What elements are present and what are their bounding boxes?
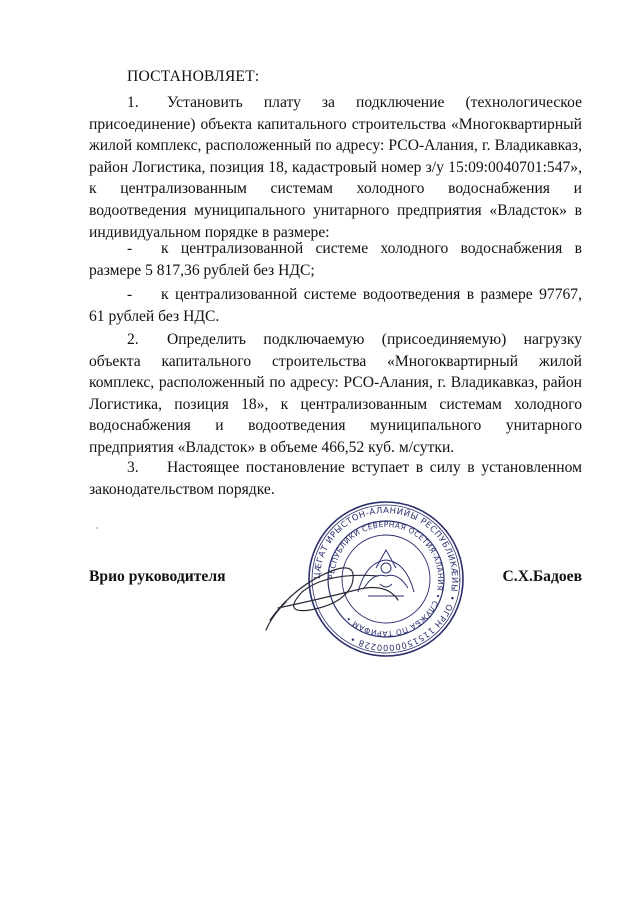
signatory-role: Врио руководителя xyxy=(89,568,226,585)
item-2-text: Определить подключаемую (присоединяемую) нагрузку объекта капитального строительства «Многоквартирный жилой комплекс, расположенный по адресу: РСО-Алания, г. Владикавказ, район Логистика, позиция 18», к централизованным системам холодного водоснабжения и водоотведения муниципального унитарного предприятия «Владсток» в объеме 466,52 куб. м/сутки. xyxy=(89,331,582,456)
seal-outer-text: ЦӔГАТ ИРЫСТОН-АЛАНИЙЫ РЕСПУБЛИКӔЙЫ • ОГРН 1151500000228 • xyxy=(311,504,461,654)
item-1-text: Установить плату за подключение (технологическое присоединение) объекта капитального строительства «Многоквартирный жилой комплекс, расположенный по адресу: РСО-Алания, г. Владикавказ, район Логистика, позиция 18, кадастровый номер з/у 15:09:0040701:547», к централизованным системам холодного водоснабжения и водоотведения муниципального унитарного предприятия «Владсток» в индивидуальном порядке в размере: xyxy=(89,94,582,241)
signatory-name: С.Х.Бадоев xyxy=(502,568,582,585)
seal-inner-text: РЕСПУБЛИКИ СЕВЕРНАЯ ОСЕТИЯ-АЛАНИЯ • СЛУЖБА ПО ТАРИФАМ • xyxy=(326,519,446,639)
item-3-text: Настоящее постановление вступает в силу в установленном законодательством порядке. xyxy=(89,459,582,498)
item-2-number: 2. xyxy=(127,331,139,348)
item-1-sub-sewer xyxy=(89,284,582,327)
scan-speck xyxy=(96,527,98,529)
emblem-icon xyxy=(358,550,414,596)
item-2 xyxy=(89,329,582,459)
item-1 xyxy=(89,92,582,243)
item-1-sub-water xyxy=(89,238,582,281)
item-1-sub-water-text: к централизованной системе холодного водоснабжения в размере 5 817,36 рублей без НДС; xyxy=(89,240,582,279)
item-1-sub-water-dash: - xyxy=(127,240,133,257)
item-1-sub-sewer-text: к централизованной системе водоотведения в размере 97767, 61 рублей без НДС. xyxy=(89,286,582,325)
item-3-number: 3. xyxy=(127,459,139,476)
decree-heading: ПОСТАНОВЛЯЕТ: xyxy=(127,68,260,85)
official-seal-with-signature xyxy=(256,492,466,662)
item-1-number: 1. xyxy=(127,94,139,111)
item-1-sub-sewer-dash: - xyxy=(127,286,133,303)
svg-text:РЕСПУБЛИКИ СЕВЕРНАЯ ОСЕТИЯ-АЛА xyxy=(327,520,445,638)
